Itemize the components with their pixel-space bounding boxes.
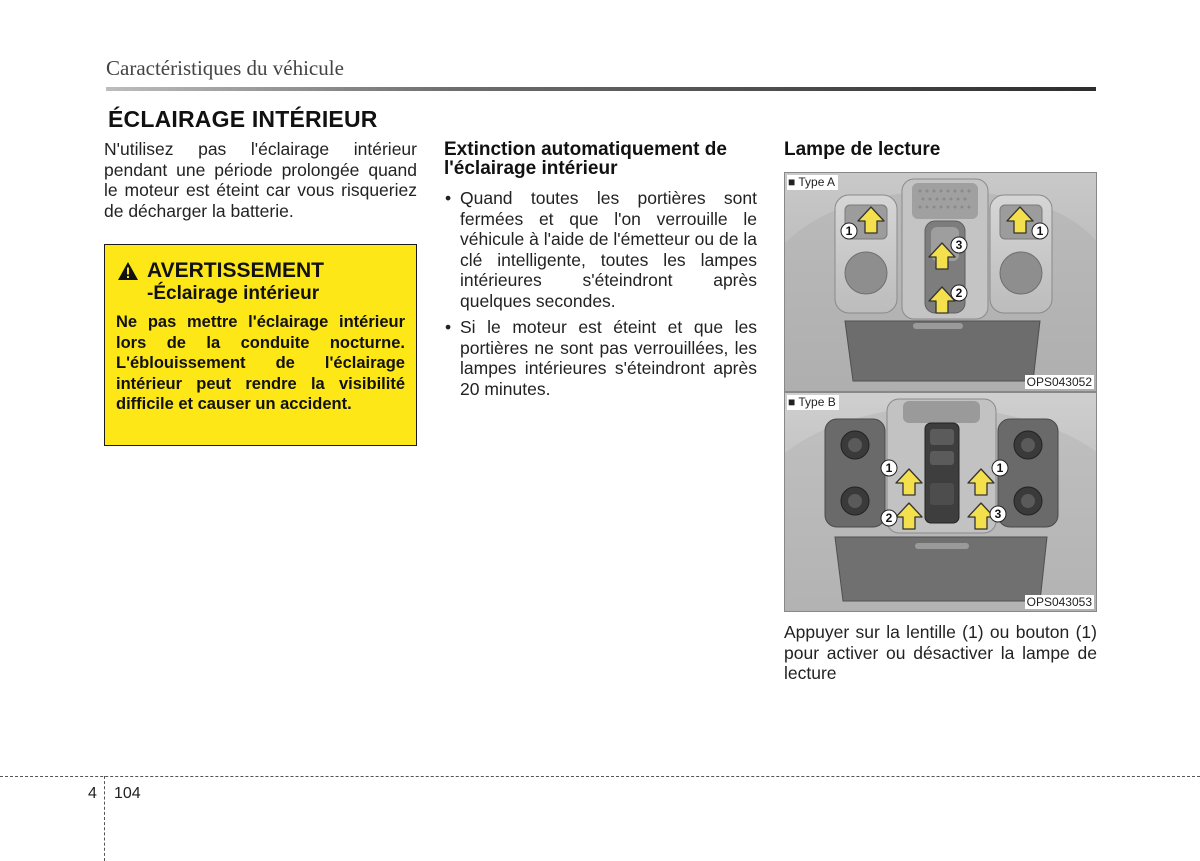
warning-triangle-icon	[117, 261, 139, 281]
callout-number: 3	[955, 238, 963, 252]
reading-lamp-section	[784, 140, 1097, 159]
warning-heading	[116, 259, 405, 283]
warning-subtitle: -Éclairage intérieur	[147, 283, 320, 304]
list-item: • Si le moteur est éteint et que les portières ne sont pas verrouillées, les lampes intérieures s'éteindront après 20 minutes.	[444, 317, 757, 399]
callout-number: 1	[845, 224, 853, 238]
reading-lamp-title: Lampe de lecture	[784, 139, 941, 160]
reading-lamp-photo-type-b	[784, 392, 1097, 612]
callout-number: 1	[996, 461, 1004, 475]
reading-lamp-caption: Appuyer sur la lentille (1) ou bouton (1) pour activer ou désactiver la lampe de lecture	[784, 622, 1097, 683]
footer-rule	[0, 776, 1200, 777]
list-item: • Quand toutes les portières sont fermées et que l'on verrouille le véhicule à l'aide de l'émetteur ou de la clé intelligente, toutes les lampes intérieures s'éteindront après quelques secondes.	[444, 188, 757, 311]
chapter-number: 4	[88, 785, 97, 802]
intro-paragraph: N'utilisez pas l'éclairage intérieur pendant une période prolongée quand le moteur est éteint car vous risqueriez de décharger la batterie.	[104, 139, 417, 221]
callout-number: 2	[885, 511, 893, 525]
overhead-console-type-b-illustration	[785, 393, 1097, 612]
callout-number: 2	[955, 286, 963, 300]
footer-divider	[104, 776, 105, 861]
auto-off-title: Extinction automatiquement de l'éclairage intérieur	[444, 139, 727, 179]
warning-title: AVERTISSEMENT	[147, 259, 324, 282]
photo-reference-code: OPS043053	[1026, 595, 1092, 609]
section-title: ÉCLAIRAGE INTÉRIEUR	[108, 106, 378, 132]
auto-off-list	[444, 188, 757, 399]
reading-lamp-photo-type-a	[784, 172, 1097, 392]
photo-type-label: ■ Type A	[787, 175, 838, 190]
callout-number: 1	[1036, 224, 1044, 238]
header-rule	[106, 87, 1096, 91]
photo-reference-code: OPS043052	[1026, 375, 1092, 389]
running-header: Caractéristiques du véhicule	[106, 56, 344, 80]
overhead-console-type-a-illustration	[785, 173, 1097, 392]
page-number: 104	[114, 785, 141, 802]
photo-type-label: ■ Type B	[787, 395, 839, 410]
warning-box	[104, 244, 417, 446]
callout-number: 1	[885, 461, 893, 475]
warning-body: Ne pas mettre l'éclairage intérieur lors de la conduite nocturne. L'éblouissement de l'éclairage intérieur peut rendre la visibilité difficile et causer un accident.	[116, 313, 405, 413]
callout-number: 3	[994, 507, 1002, 521]
auto-off-section	[444, 140, 757, 405]
